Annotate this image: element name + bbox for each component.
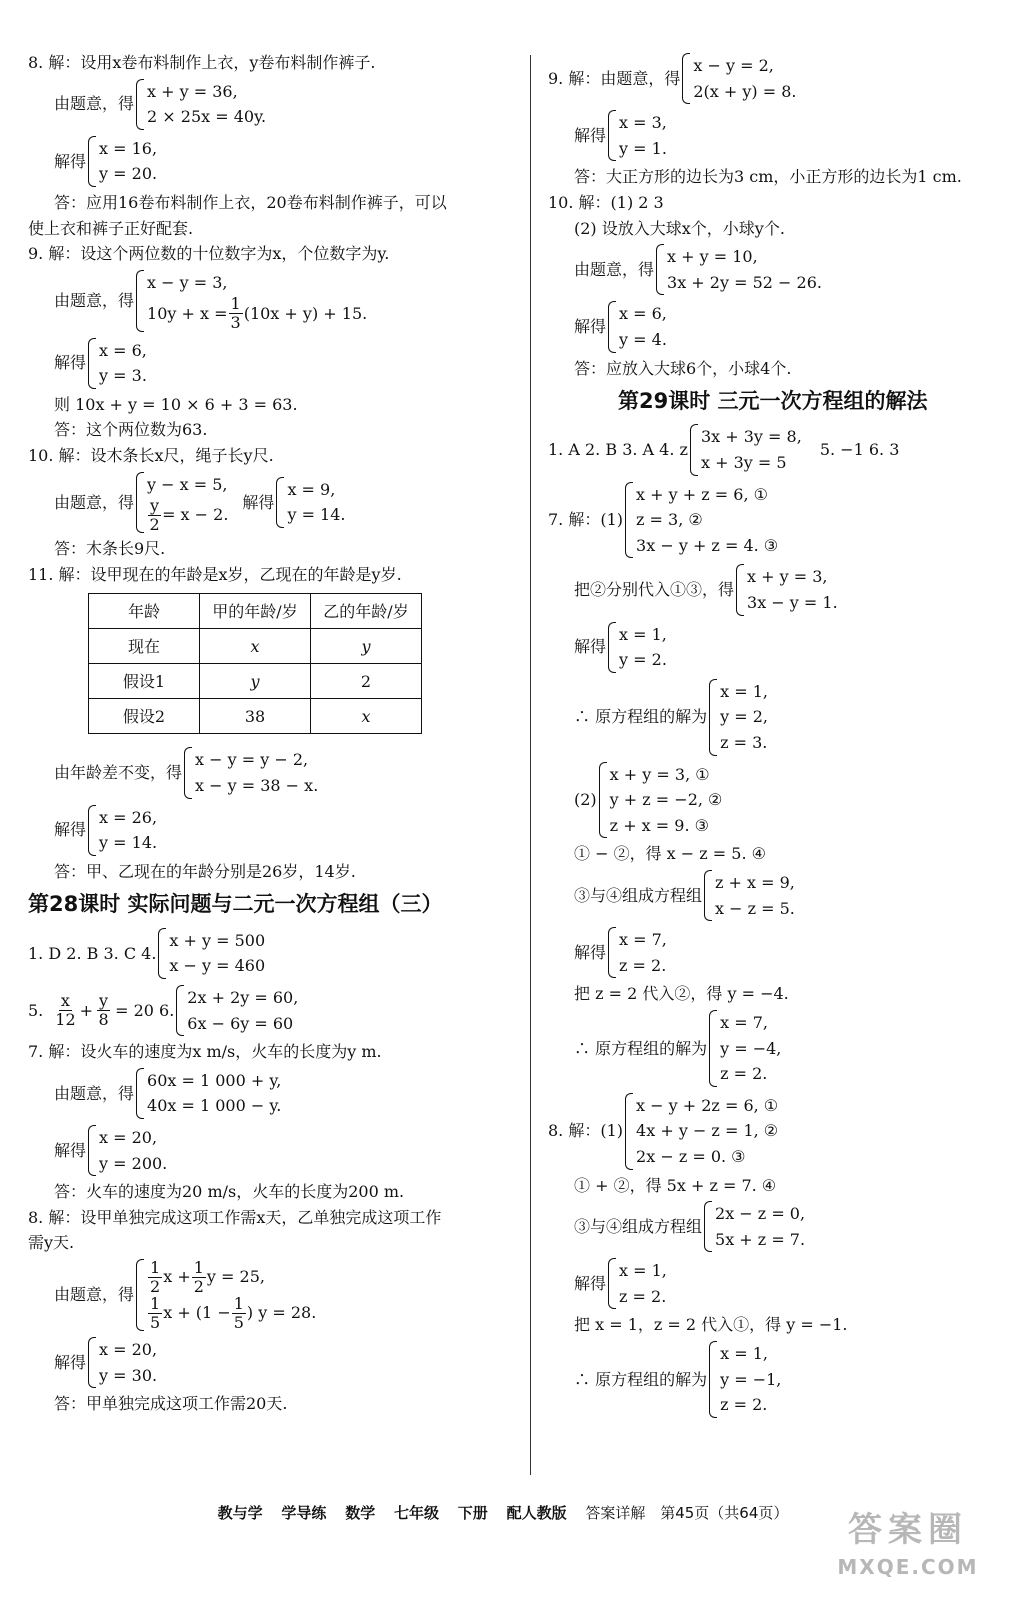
lesson-28-choices [28, 925, 520, 982]
problem-heading: 10. 解：(1) 2 3 [548, 192, 664, 212]
solution: x = 1, [619, 624, 667, 644]
equation-block [28, 744, 520, 801]
solution-block [548, 107, 988, 164]
solution-block [28, 1122, 520, 1179]
step-text: ① − ②，得 x − z = 5. ④ [574, 844, 766, 864]
age-table [88, 593, 422, 734]
equation: 2x − z = 0. ③ [636, 1146, 746, 1166]
lesson-28-q5-q6 [28, 982, 520, 1039]
table-header-row [89, 594, 422, 629]
equation-block [548, 759, 988, 842]
answer-text: 答：这个两位数为63. [54, 420, 208, 440]
equation: 3x + 2y = 52 − 26. [667, 272, 822, 292]
footer-grade: 七年级 [394, 1504, 440, 1522]
equation-part: x + [163, 1267, 191, 1287]
equation-block [548, 867, 988, 924]
footer-subject: 数学 [345, 1504, 376, 1522]
equation-block [28, 1256, 520, 1334]
problem-9-right [548, 50, 988, 190]
equation-part: ) y = 28. [246, 1303, 317, 1323]
table-cell: y [311, 629, 422, 664]
equation: 5x + z = 7. [715, 1229, 806, 1249]
solution: y = 14. [99, 833, 158, 853]
setup-text: 由题意，得 [54, 94, 135, 114]
step-text: 则 10x + y = 10 × 6 + 3 = 63. [54, 394, 298, 414]
solution-label: 解得 [574, 637, 607, 657]
solution-block [28, 335, 520, 392]
lesson-29-title: 第29课时 三元一次方程组的解法 [618, 389, 928, 414]
solution: x = 9, [287, 479, 336, 499]
solution-label: 解得 [574, 942, 607, 962]
table-row [89, 699, 422, 734]
problem-heading: 8. 解：(1) [548, 1121, 624, 1141]
equation-block [548, 1198, 988, 1255]
answer-text: 答：甲、乙现在的年龄分别是26岁，14岁. [54, 861, 356, 881]
problem-10-left [28, 443, 520, 562]
fraction: $\frac{y}{8}$ [98, 991, 109, 1030]
equation-block [548, 561, 988, 618]
watermark-text: 答案圈 [848, 1510, 968, 1550]
equation-block [548, 1090, 988, 1173]
problem-heading: 9. 解：设这个两位数的十位数字为x，个位数字为y. [28, 244, 390, 264]
equation: x − y = 38 − x. [195, 776, 319, 796]
problem-8-left [28, 50, 520, 241]
setup-text: 由题意，得 [54, 1285, 135, 1305]
table-cell: y [200, 664, 311, 699]
equation: 3x + 3y = 8, [700, 427, 802, 447]
conclusion-label: ∴ 原方程组的解为 [574, 1038, 708, 1058]
equation: 3x − y = 1. [747, 593, 838, 613]
answer-text: 答：应放入大球6个，小球4个. [574, 358, 792, 378]
conclusion-block [548, 1338, 988, 1421]
step-text: ③与④组成方程组 [574, 885, 703, 905]
equation: x + y = 36, [147, 81, 238, 101]
solution: x = 7, [720, 1012, 768, 1032]
equation: z + x = 9. ③ [609, 815, 709, 835]
conclusion-label: ∴ 原方程组的解为 [574, 707, 708, 727]
problem-11-left [28, 562, 520, 885]
solution-block [548, 298, 988, 355]
step-text: ③与④组成方程组 [574, 1216, 703, 1236]
solution: x = 6, [619, 304, 667, 324]
table-cell: x [200, 629, 311, 664]
answer-text: 答：火车的速度为20 m/s，火车的长度为200 m. [54, 1182, 405, 1202]
solution: y = −4, [720, 1038, 782, 1058]
sub-problem: (2) 设放入大球x个，小球y个. [574, 218, 785, 238]
setup-text: 由题意，得 [54, 492, 135, 512]
equation [147, 1295, 316, 1331]
solution-label: 解得 [242, 492, 275, 512]
solution: x = 1, [720, 681, 768, 701]
solution: x = 6, [99, 340, 147, 360]
answer-text: 答：甲单独完成这项工作需20天. [54, 1394, 288, 1414]
table-header: 甲的年龄/岁 [200, 594, 311, 629]
equation: x + y + z = 6, ① [636, 484, 768, 504]
solution-block [548, 924, 988, 981]
equation-block [548, 241, 988, 298]
table-cell: 假设2 [89, 699, 200, 734]
solution: x = 20, [99, 1340, 158, 1360]
setup-text: 由题意，得 [54, 1083, 135, 1103]
lesson-28-title: 第28课时 实际问题与二元一次方程组（三） [28, 892, 443, 917]
step-text: 把 z = 2 代入②，得 y = −4. [574, 984, 789, 1004]
equation-part: = 20 6. [115, 1000, 175, 1020]
equation: x + y = 500 [169, 930, 266, 950]
equation: z = 3, ② [636, 510, 703, 530]
table-row [89, 629, 422, 664]
equation [147, 295, 367, 331]
equation [147, 1259, 316, 1295]
solution: y = −1, [720, 1369, 782, 1389]
equation: x − y = 3, [147, 272, 228, 292]
problem-10-right [548, 190, 988, 381]
equation: x + y = 3, [747, 567, 828, 587]
solution: x = 1, [720, 1344, 768, 1364]
equation-part: y = 25, [206, 1267, 265, 1287]
question-number: 5. [28, 1000, 44, 1020]
problem-heading: 7. 解：(1) [548, 510, 624, 530]
solution-label: 解得 [54, 1140, 87, 1160]
equation: x − y + 2z = 6, ① [636, 1095, 779, 1115]
conclusion-block [548, 1007, 988, 1090]
solution-label: 解得 [54, 353, 87, 373]
watermark-logo [823, 1508, 993, 1582]
equation-block [548, 50, 988, 107]
solution: x = 16, [99, 138, 158, 158]
solution-label: 解得 [574, 1274, 607, 1294]
equation: 2(x + y) = 8. [693, 81, 797, 101]
step-text: 把 x = 1，z = 2 代入①，得 y = −1. [574, 1315, 848, 1335]
footer-book-title: 教与学 [217, 1504, 263, 1522]
table-cell: 2 [311, 664, 422, 699]
table-cell: 假设1 [89, 664, 200, 699]
equation: 2x + 2y = 60, [187, 987, 299, 1007]
setup-text: 由年龄差不变，得 [54, 763, 183, 783]
conclusion-label: ∴ 原方程组的解为 [574, 1369, 708, 1389]
footer-edition: 配人教版 [506, 1504, 567, 1522]
table-cell: 38 [200, 699, 311, 734]
equation: y + z = −2, ② [609, 790, 723, 810]
answer-text: 答：木条长9尺. [54, 539, 166, 559]
solution: y = 14. [287, 505, 346, 525]
equation: 2 × 25x = 40y. [147, 107, 267, 127]
solution: x = 26, [99, 807, 158, 827]
equation: x + y = 3, ① [609, 764, 710, 784]
column-divider [530, 55, 531, 1475]
problem-heading: 需y天. [28, 1233, 75, 1253]
fraction: $\frac{1}{2}$ [193, 1257, 204, 1296]
solution: y = 2. [619, 650, 667, 670]
solution: z = 2. [619, 955, 667, 975]
problem-heading: 7. 解：设火车的速度为x m/s，火车的长度为y m. [28, 1042, 382, 1062]
solution-label: 解得 [574, 125, 607, 145]
solution-label: 解得 [54, 820, 87, 840]
solution: x = 7, [619, 930, 667, 950]
solution: y = 30. [99, 1365, 158, 1385]
table-cell: x [311, 699, 422, 734]
equation: 60x = 1 000 + y, [147, 1070, 282, 1090]
setup-text: 由题意，得 [54, 290, 135, 310]
choice-answers: 1. D 2. B 3. C 4. [28, 943, 157, 963]
step-text: ① + ②，得 5x + z = 7. ④ [574, 1175, 777, 1195]
answer-text: 使上衣和裤子正好配套. [28, 218, 194, 238]
equation-block [28, 1065, 520, 1122]
equation: 3x − y + z = 4. ③ [636, 535, 779, 555]
equation: 40x = 1 000 − y. [147, 1096, 282, 1116]
solution: y = 2, [720, 707, 768, 727]
answer-text: 答：大正方形的边长为3 cm，小正方形的边长为1 cm. [574, 167, 962, 187]
solution: y = 20. [99, 164, 158, 184]
solution-block [28, 133, 520, 190]
problem-heading: 9. 解：由题意，得 [548, 68, 681, 88]
fraction: $\frac{x}{12}$ [55, 991, 76, 1030]
table-header: 年龄 [89, 594, 200, 629]
solution-block [548, 1255, 988, 1312]
fraction: $\frac{1}{2}$ [150, 1257, 161, 1296]
equation-block [28, 469, 520, 537]
solution: x = 1, [619, 1261, 667, 1281]
footer-series: 学导练 [281, 1504, 327, 1522]
equation: x − y = y − 2, [195, 750, 309, 770]
equation-block [548, 479, 988, 562]
solution-label: 解得 [54, 1353, 87, 1373]
footer-detail: 答案详解 [585, 1504, 646, 1522]
lesson-29-choices [548, 421, 988, 478]
conclusion-block [548, 676, 988, 759]
equation [147, 497, 228, 533]
solution: y = 200. [99, 1153, 168, 1173]
lesson-29-problem-7 [548, 479, 988, 1090]
fraction: $\frac{1}{5}$ [233, 1294, 244, 1332]
equation: x + 3y = 5 [700, 453, 787, 473]
solution: z = 2. [720, 1064, 768, 1084]
solution-label: 解得 [54, 151, 87, 171]
left-column [28, 50, 520, 1417]
solution: y = 1. [619, 138, 667, 158]
page-number: 第45页（共64页） [660, 1504, 789, 1522]
choice-answers: 1. A 2. B 3. A 4. z [548, 440, 688, 460]
solution: y = 3. [99, 366, 147, 386]
lesson-28-problem-7 [28, 1039, 520, 1205]
solution-block [28, 802, 520, 859]
part-label: (2) [574, 790, 597, 810]
plus-sign: + [79, 1000, 94, 1020]
solution-label: 解得 [574, 317, 607, 337]
right-column [548, 50, 988, 1421]
solution: y = 4. [619, 329, 667, 349]
solution: z = 2. [720, 1395, 768, 1415]
problem-9-left [28, 241, 520, 443]
solution-block [548, 619, 988, 676]
equation: 4x + y − z = 1, ② [636, 1121, 779, 1141]
fraction: $\frac{1}{3}$ [230, 294, 241, 332]
problem-heading: 8. 解：设用x卷布料制作上衣，y卷布料制作裤子. [28, 53, 376, 72]
step-text: 把②分别代入①③，得 [574, 580, 735, 600]
equation: y − x = 5, [147, 474, 228, 494]
equation-part: x + (1 − [163, 1303, 231, 1323]
problem-heading: 8. 解：设甲单独完成这项工作需x天，乙单独完成这项工作 [28, 1207, 442, 1227]
fraction: $\frac{1}{5}$ [150, 1294, 161, 1332]
equation: z + x = 9, [715, 872, 795, 892]
equation-block [28, 76, 520, 133]
footer-volume: 下册 [457, 1504, 488, 1522]
lesson-29-problem-8 [548, 1090, 988, 1421]
equation: 2x − z = 0, [715, 1204, 806, 1224]
equation-part: (10x + y) + 15. [243, 303, 368, 323]
table-header: 乙的年龄/岁 [311, 594, 422, 629]
answer-text: 答：应用16卷布料制作上衣，20卷布料制作裤子，可以 [54, 192, 447, 212]
fraction: $\frac{y}{2}$ [149, 496, 160, 534]
equation-part: 10y + x = [147, 303, 228, 323]
solution-block [28, 1334, 520, 1391]
solution: z = 2. [619, 1286, 667, 1306]
choice-answers: 5. −1 6. 3 [819, 440, 900, 460]
solution: z = 3. [720, 733, 768, 752]
solution: x = 20, [99, 1127, 158, 1147]
equation-block [28, 267, 520, 335]
table-cell: 现在 [89, 629, 200, 664]
lesson-28-problem-8 [28, 1205, 520, 1417]
equation-part: = x − 2. [162, 505, 229, 525]
equation: x − y = 2, [693, 56, 774, 75]
setup-text: 由题意，得 [574, 259, 655, 279]
table-row [89, 664, 422, 699]
equation: 6x − 6y = 60 [187, 1013, 294, 1033]
solution: x = 3, [619, 113, 667, 133]
problem-heading: 11. 解：设甲现在的年龄是x岁，乙现在的年龄是y岁. [28, 564, 402, 584]
watermark-url: MXQE.COM [837, 1554, 979, 1579]
equation: x + y = 10, [667, 247, 758, 267]
problem-heading: 10. 解：设木条长x尺，绳子长y尺. [28, 445, 274, 465]
equation: x − y = 460 [169, 956, 266, 976]
equation: x − z = 5. [715, 898, 795, 918]
